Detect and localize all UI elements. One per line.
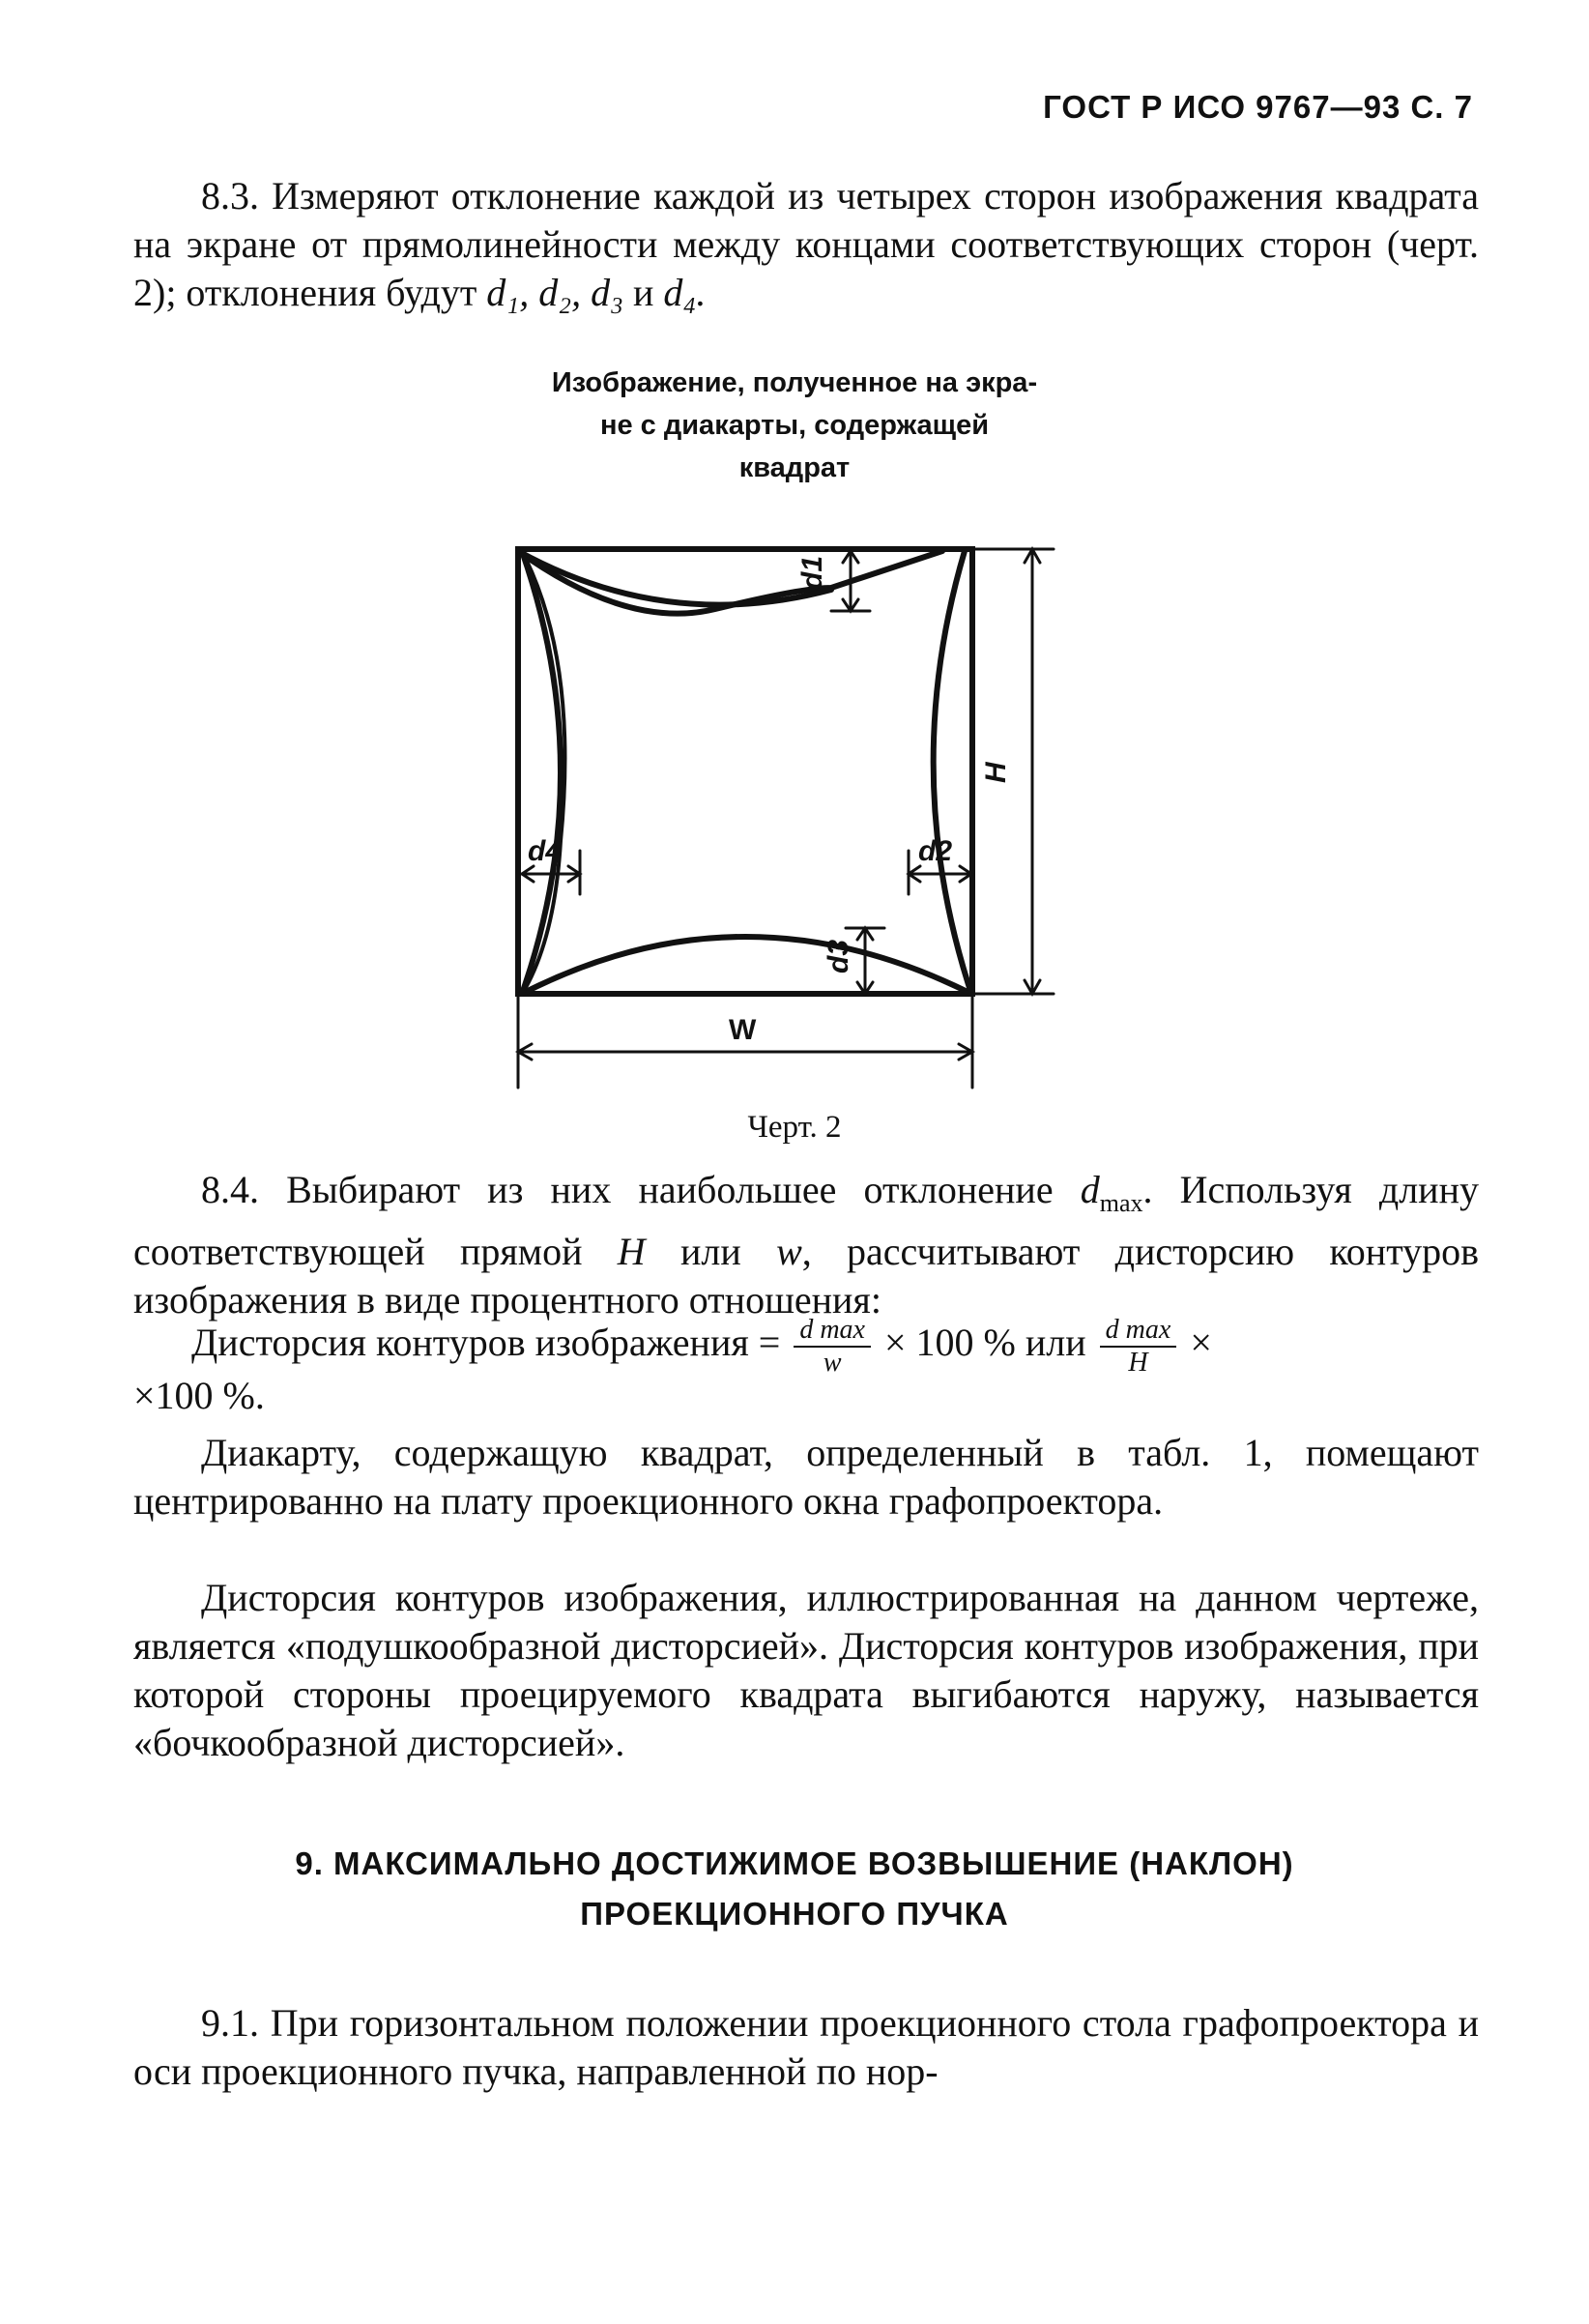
para-number: 8.3. <box>201 174 259 218</box>
right-curve <box>934 551 971 994</box>
para-text-1: Выбирают из них наибольшее отклонение <box>286 1168 1054 1211</box>
or-word: или <box>679 1230 741 1273</box>
fraction-1-numerator: d max <box>794 1315 871 1348</box>
paragraph-8-3 <box>133 172 1479 317</box>
para-text: Измеряют отклонение каждой из четырех сторон изображения квадрата на экране от прямолинейности между концами соответствующих сторон (черт. 2); отклонения будут <box>133 174 1479 314</box>
paragraph-8-4 <box>133 1166 1479 1324</box>
paragraph-9-1 <box>133 1999 1479 2096</box>
d2-symbol: d₂, <box>538 271 582 314</box>
fraction-1-denominator: w <box>823 1348 842 1378</box>
fraction-dmax-H <box>1100 1315 1177 1379</box>
formula-lhs: Дисторсия контуров изображения = <box>191 1321 781 1365</box>
para-number: 8.4. <box>201 1168 259 1211</box>
page-header: ГОСТ Р ИСО 9767—93 С. 7 <box>1043 89 1473 125</box>
section-9-heading-line1: 9. МАКСИМАЛЬНО ДОСТИЖИМОЕ ВОЗВЫШЕНИЕ (НАКЛОН) <box>295 1845 1294 1881</box>
bottom-curve <box>522 937 971 994</box>
figure-caption-line1: Изображение, полученное на экра- <box>551 367 1038 398</box>
label-d4: d4 <box>528 835 563 867</box>
distortion-diagram <box>483 522 1083 1092</box>
label-d1: d1 <box>796 555 828 590</box>
label-d2: d2 <box>918 835 953 867</box>
para-text: Диакарту, содержащую квадрат, определенный в табл. 1, помещают центрированно на плату проекционного окна графопроектора. <box>133 1431 1479 1523</box>
formula-mult-1: × 100 % <box>883 1321 1016 1365</box>
figure-caption-line2: не с диакарты, содержащей <box>599 410 990 441</box>
formula-line2: ×100 %. <box>133 1374 265 1417</box>
dmax-symbol: d <box>1080 1168 1100 1211</box>
d1-symbol: d₁, <box>486 271 530 314</box>
figure-label: Черт. 2 <box>747 1110 842 1145</box>
label-W: W <box>729 1014 757 1046</box>
fraction-dmax-w <box>794 1315 871 1379</box>
square-outline <box>518 549 972 994</box>
and-word: и <box>633 271 654 314</box>
dmax-subscript: max <box>1099 1189 1143 1217</box>
formula-mult-2: × <box>1190 1321 1212 1365</box>
para-number: 9.1. <box>201 2001 259 2045</box>
label-H: H <box>980 762 1012 783</box>
formula-or: или <box>1025 1321 1086 1365</box>
d3-symbol: d₃ <box>591 271 624 314</box>
para-text-2: . Используя длину соответствующей прямой <box>133 1168 1479 1273</box>
section-9-heading-line2: ПРОЕКЦИОННОГО ПУЧКА <box>580 1896 1009 1932</box>
fraction-2-numerator: d max <box>1100 1315 1177 1348</box>
fraction-2-denominator: H <box>1128 1348 1148 1378</box>
d4-symbol: d₄. <box>663 271 707 314</box>
figure-caption-line3: квадрат <box>738 452 851 483</box>
para-text-3: , рассчитывают дисторсию контуров изображения в виде процентного отношения: <box>133 1230 1480 1322</box>
distortion-formula <box>133 1315 1487 1421</box>
H-symbol: H <box>617 1230 646 1273</box>
paragraph-distortion <box>133 1574 1479 1767</box>
para-text: Дисторсия контуров изображения, иллюстрированная на данном чертеже, является «подушкообразной дисторсией». Дисторсия контуров изображения, при которой стороны проецируемого квадрата выгибаются наружу, называется «бочкообразной дисторсией». <box>133 1576 1479 1764</box>
w-symbol: w <box>776 1230 802 1273</box>
left-curve <box>522 551 561 994</box>
paragraph-slide <box>133 1429 1479 1525</box>
label-d3: d3 <box>823 939 854 973</box>
para-text: При горизонтальном положении проекционного стола графопроектора и оси проекционного пучка, направленной по нор- <box>133 2001 1480 2093</box>
